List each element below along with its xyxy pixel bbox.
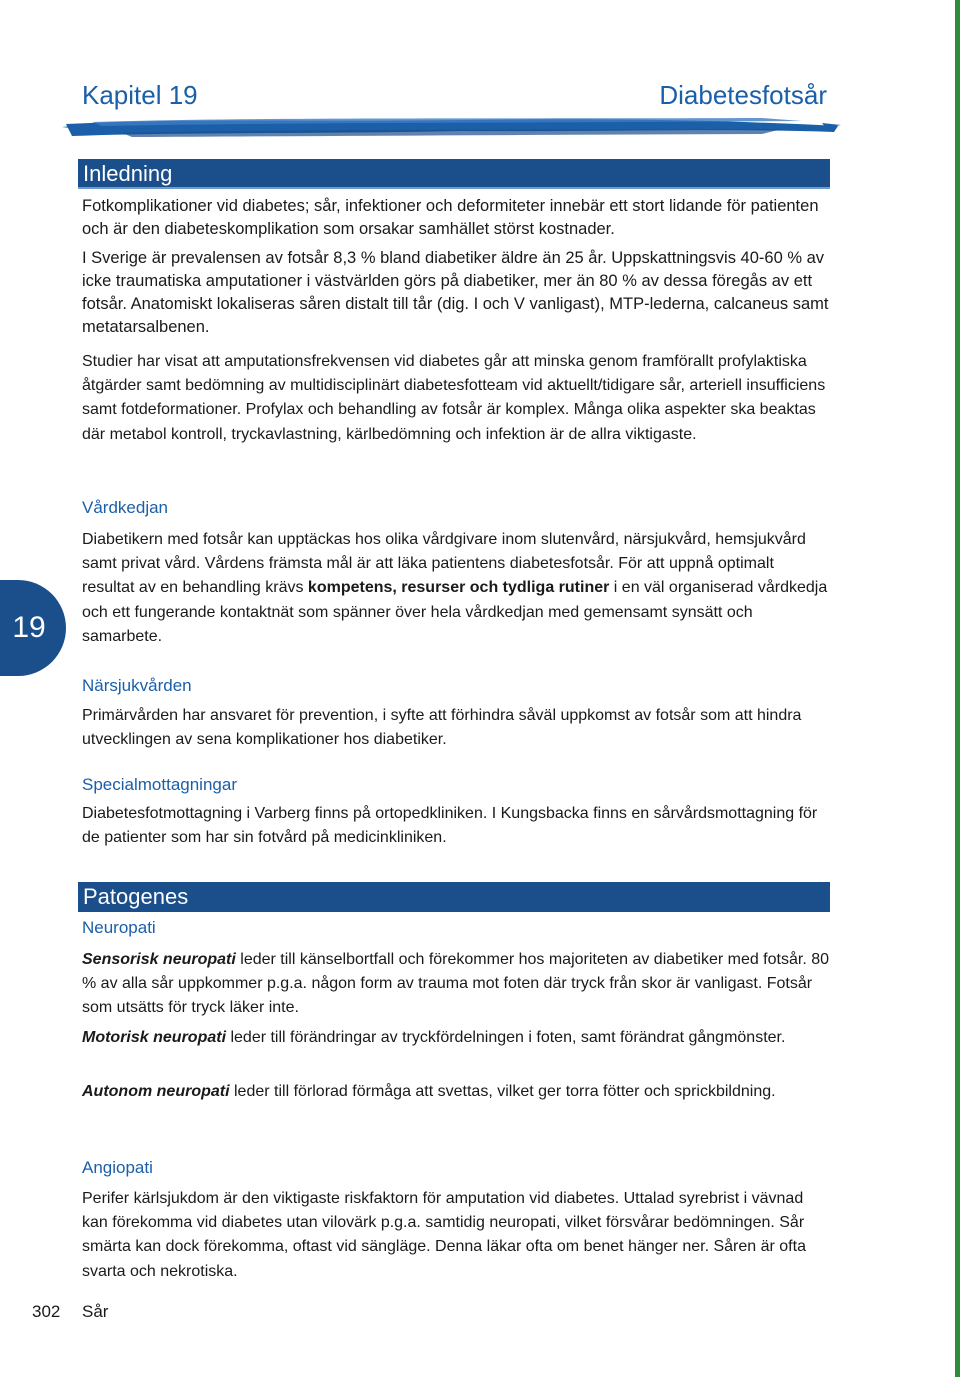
autonom-neuropati-text: Autonom neuropati leder till förlorad förmåga att svettas, vilket ger torra fötter och sprickbildning. (82, 1083, 776, 1100)
autonom-neuropati-term: Autonom neuropati (82, 1083, 230, 1100)
chapter-tab-number: 19 (12, 611, 46, 644)
vardkedjan-text: Diabetikern med fotsår kan upptäckas hos olika vårdgivare inom slutenvård, närsjukvård, hemsjukvård samt privat vård. Vårdens främsta mål är att läka patientens diabetesfotsår. För att uppnå optimalt resultat av en behandling krävs kompetens, resurser och tydliga rutiner i en väl organiserad vårdkedja och ett fungerande kontaktnät som spänner över hela vårdkedjan med gemensamt synsätt och samarbete. (82, 531, 828, 645)
specialmottagningar-text: Diabetesfotmottagning i Varberg finns på ortopedkliniken. I Kungsbacka finns en sårvårdsmottagning för de patienter som har sin fotvård på medicinkliniken. (82, 805, 818, 847)
motorisk-neuropati-text: Motorisk neuropati leder till förändringar av tryckfördelningen i foten, samt förändrat gångmönster. (82, 1029, 786, 1046)
chapter-title: Diabetesfotsår (659, 80, 827, 110)
brush-stroke-divider (62, 114, 842, 140)
vardkedjan-bold-phrase: kompetens, resurser och tydliga rutiner (307, 579, 610, 597)
page-edge-stripe (955, 0, 960, 1377)
chapter-tab (0, 580, 66, 676)
inledning-text (82, 195, 830, 340)
page-number: 302 (32, 1302, 61, 1321)
subheading-neuropati: Neuropati (82, 918, 156, 937)
sensorisk-neuropati-term: Sensorisk neuropati (82, 951, 236, 968)
inledning-paragraph-2: I Sverige är prevalensen av fotsår 8,3 % bland diabetiker äldre än 25 år. Uppskattningsvis 40-60 % av icke traumatiska amputationer i västvärlden görs på diabetiker, mer än 80 % av dessa föregås av ett fotsår. Anatomiskt lokaliseras såren distalt till tår (dig. I och V vanligast), MTP-lederna, calcaneus samt metatarsalbenen. (82, 248, 829, 337)
inledning-paragraph-3: Studier har visat att amputationsfrekvensen vid diabetes går att minska genom framförallt profylaktiska åtgärder samt bedömning av multidisciplinärt diabetesfotteam vid aktuellt/tidigare sår, arteriell insufficiens samt fotdeformationer. Profylax och behandling av fotsår är komplex. Många olika aspekter ska beaktas där metabol kontroll, tryckavlastning, kärlbedömning och infektion är de allra viktigaste. (82, 353, 826, 443)
book-title: Sår (82, 1302, 109, 1321)
motorisk-neuropati-term: Motorisk neuropati (82, 1029, 227, 1046)
angiopati-text: Perifer kärlsjukdom är den viktigaste riskfaktorn för amputation vid diabetes. Uttalad syrebrist i vävnad kan förekomma vid diabetes utan vilovärk p.g.a. samtidig neuropati, vilket försvårar bedömningen. Sår smärta kan dock förekomma, oftast vid sängläge. Denna läkar ofta om benet hänger ner. Såren är ofta svarta och nekrotiska. (82, 1190, 806, 1280)
subheading-vardkedjan: Vårdkedjan (82, 498, 169, 517)
sensorisk-neuropati-text: Sensorisk neuropati leder till känselbortfall och förekommer hos majoriteten av diabetiker med fotsår. 80 % av alla sår uppkommer p.g.a. någon form av trauma mot foten där tryck från skor är vanligast. Fotsår som utsätts för tryck läker inte. (82, 951, 829, 1017)
section-heading-inledning: Inledning (78, 159, 830, 189)
narsjukvarden-text: Primärvården har ansvaret för prevention, i syfte att förhindra såväl uppkomst av fotsår som att hindra utvecklingen av sena komplikationer hos diabetiker. (82, 707, 802, 749)
inledning-paragraph-1: Fotkomplikationer vid diabetes; sår, infektioner och deformiteter innebär ett stort lidande för patienten och är den diabeteskomplikation som orsakar samhället störst kostnader. (82, 197, 819, 239)
subheading-specialmottagningar: Specialmottagningar (82, 775, 237, 794)
section-heading-patogenes: Patogenes (78, 882, 830, 912)
subheading-narsjukvarden: Närsjukvården (82, 676, 192, 695)
subheading-angiopati: Angiopati (82, 1158, 153, 1177)
chapter-label: Kapitel 19 (82, 80, 198, 110)
